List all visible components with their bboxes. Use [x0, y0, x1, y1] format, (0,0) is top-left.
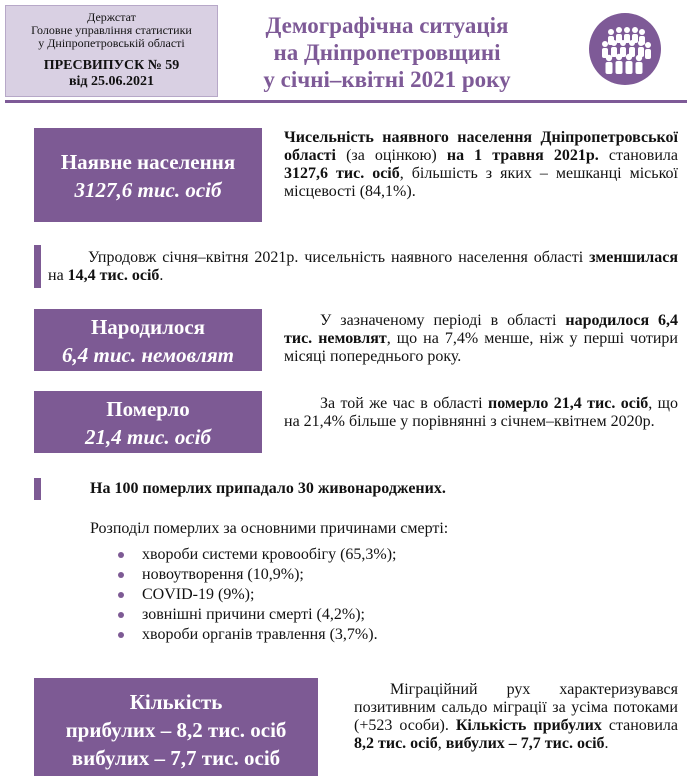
causes-intro: Розподіл померлих за основними причинами смерті: [90, 520, 449, 537]
migration-text3: , [437, 735, 446, 752]
births-text1: У зазначеному періоді в області [320, 312, 566, 329]
population-p2-text3: . [159, 267, 164, 284]
people-group-icon [589, 13, 661, 85]
births-paragraph [284, 312, 678, 366]
births-text2: , що на 7,4% менше, ніж у перші чотири місяці попереднього року. [284, 330, 678, 365]
bullet-icon [118, 572, 124, 578]
release-number: ПРЕСВИПУСК № 59 [43, 58, 180, 73]
cause-item-text: хвороби органів травлення (3,7%). [142, 626, 378, 643]
org-line-1: Держстат [87, 10, 136, 24]
population-p1-text2: становила [598, 147, 679, 164]
migration-bold3: вибулих – 7,7 тис. осіб [445, 735, 605, 752]
population-box-title: Наявне населення [60, 150, 236, 174]
deaths-bold1: померло 21,4 тис. осіб [487, 395, 649, 412]
population-box-value: 3127,6 тис. осіб [74, 178, 222, 202]
list-item [114, 585, 674, 605]
cause-item-text: зовнішні причини смерті (4,2%); [142, 606, 365, 623]
bullet-icon [118, 612, 124, 618]
deaths-paragraph [284, 395, 678, 431]
deaths-text1: За той же час в області [320, 395, 488, 412]
deaths-box [34, 391, 262, 453]
births-box [34, 309, 262, 371]
list-item [114, 625, 674, 645]
population-p2-text2: на [48, 267, 68, 284]
page-title [222, 12, 552, 93]
deaths-text2: , що на 21,4% більше у порівнянні з січнем–квітнем 2020р. [284, 395, 678, 430]
migration-bold2: 8,2 тис. осіб [354, 735, 438, 752]
migration-box [34, 678, 318, 776]
births-box-title: Народилося [90, 315, 206, 339]
population-p2-bold2: 14,4 тис. осіб [67, 267, 160, 284]
population-p2-text1: Упродовж січня–квітня 2021р. чисельність наявного населення області [88, 249, 590, 266]
population-p2-bold1: зменшилася [589, 249, 678, 266]
population-p1-bold2: на 1 травня 2021р. [446, 147, 599, 164]
migration-box-line3: вибулих – 7,7 тис. осіб [71, 746, 281, 770]
list-item [114, 565, 674, 585]
release-date: від 25.06.2021 [68, 74, 155, 89]
population-p1-bold1: Чисельність наявного населення Дніпропетровської області [284, 129, 678, 164]
births-box-value: 6,4 тис. немовлят [62, 343, 234, 367]
bullet-icon [118, 632, 124, 638]
migration-text1: Міграційний рух характеризувався позитивним сальдо міграції за усіма потоками (+523 особи). [354, 681, 678, 734]
births-bold1: народилося 6,4 тис. немовлят [284, 312, 679, 347]
population-p1-text1: (за оцінкою) [335, 147, 447, 164]
population-paragraph [284, 129, 678, 201]
population-box [34, 128, 262, 222]
population-p1-text3: , більшість з яких – мешканці міської місцевості (84,1%). [284, 165, 678, 200]
title-line-3: у січні–квітні 2021 року [263, 67, 511, 92]
title-line-2: на Дніпропетровщині [273, 40, 501, 65]
migration-paragraph [354, 681, 678, 753]
list-item [114, 605, 674, 625]
ratio-bar [34, 478, 41, 500]
org-line-3: у Дніпропетровській області [38, 36, 185, 50]
migration-box-line2-text: прибулих – 8,2 тис. осіб [65, 718, 287, 742]
cause-item-text: COVID-19 (9%); [142, 586, 255, 603]
population-p1-bold3: 3127,6 тис. осіб [284, 165, 400, 182]
population-change-paragraph [48, 249, 678, 285]
bullet-icon [118, 552, 124, 558]
header-divider [5, 100, 687, 103]
deaths-box-value: 21,4 тис. осіб [85, 425, 211, 449]
population-change-bar [34, 245, 41, 288]
migration-box-line2 [34, 716, 318, 744]
cause-item-text: хвороби системи кровообігу (65,3%); [142, 546, 397, 563]
ratio-text: На 100 померлих припадало 30 живонароджених. [90, 480, 446, 497]
migration-text2: становила [601, 717, 678, 734]
causes-list [114, 545, 674, 645]
title-line-1: Демографічна ситуація [265, 13, 509, 38]
migration-bold1: Кількість прибулих [455, 717, 602, 734]
migration-box-line1: Кількість [129, 690, 223, 714]
org-line-2: Головне управління статистики [31, 23, 192, 37]
cause-item-text: новоутворення (10,9%); [142, 566, 304, 583]
header-info-box [5, 5, 218, 97]
migration-text4: . [604, 735, 609, 752]
bullet-icon [118, 592, 124, 598]
list-item [114, 545, 674, 565]
deaths-box-title: Померло [106, 397, 190, 421]
